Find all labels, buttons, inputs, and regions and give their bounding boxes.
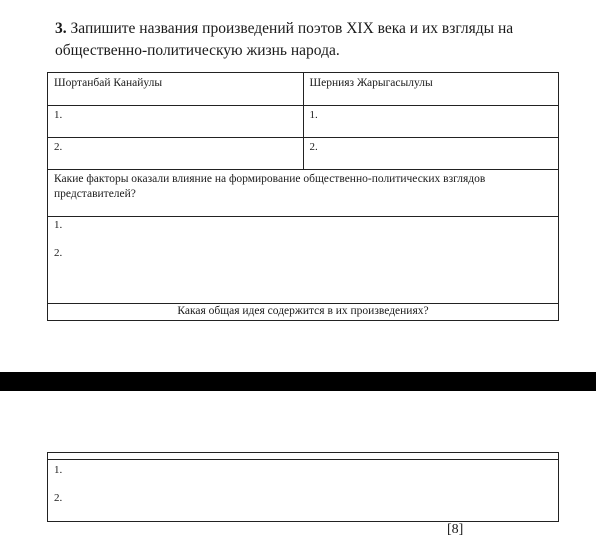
- table-row: [48, 138, 559, 170]
- answer-cell[interactable]: 1.: [48, 106, 304, 138]
- answer-area-factors[interactable]: [48, 217, 559, 304]
- answer-row: [48, 460, 559, 522]
- score-label: [8]: [447, 522, 464, 537]
- question-factors: Какие факторы оказали влияние на формирование общественно-политических взглядов представителей?: [48, 170, 559, 217]
- answer-area-common-idea[interactable]: [48, 460, 559, 522]
- question-row: [48, 304, 559, 321]
- answer-line: 1.: [54, 464, 63, 476]
- table-top-row: [48, 453, 559, 460]
- poets-table: [47, 72, 559, 321]
- column-header-shortanbai: Шортанбай Канайулы: [48, 73, 304, 106]
- table-header-row: [48, 73, 559, 106]
- answer-line: 1.: [54, 219, 63, 231]
- answer-line: 2.: [54, 492, 63, 504]
- page-divider-bar: [0, 372, 596, 391]
- empty-cell: [48, 453, 559, 460]
- common-idea-answer-table: [47, 452, 559, 522]
- column-header-sherniyaz: Шернияз Жарыгасылулы: [303, 73, 559, 106]
- task-instruction: [55, 18, 575, 62]
- answer-cell[interactable]: 1.: [303, 106, 559, 138]
- task-number: 3.: [55, 20, 67, 37]
- answer-line: 2.: [54, 247, 63, 259]
- table-row: [48, 106, 559, 138]
- answer-cell[interactable]: 2.: [48, 138, 304, 170]
- answer-row: [48, 217, 559, 304]
- answer-cell[interactable]: 2.: [303, 138, 559, 170]
- question-row: [48, 170, 559, 217]
- task-text: Запишите названия произведений поэтов XIX века и их взгляды на общественно-политическую жизнь народа.: [55, 20, 514, 59]
- question-common-idea: Какая общая идея содержится в их произведениях?: [48, 304, 559, 321]
